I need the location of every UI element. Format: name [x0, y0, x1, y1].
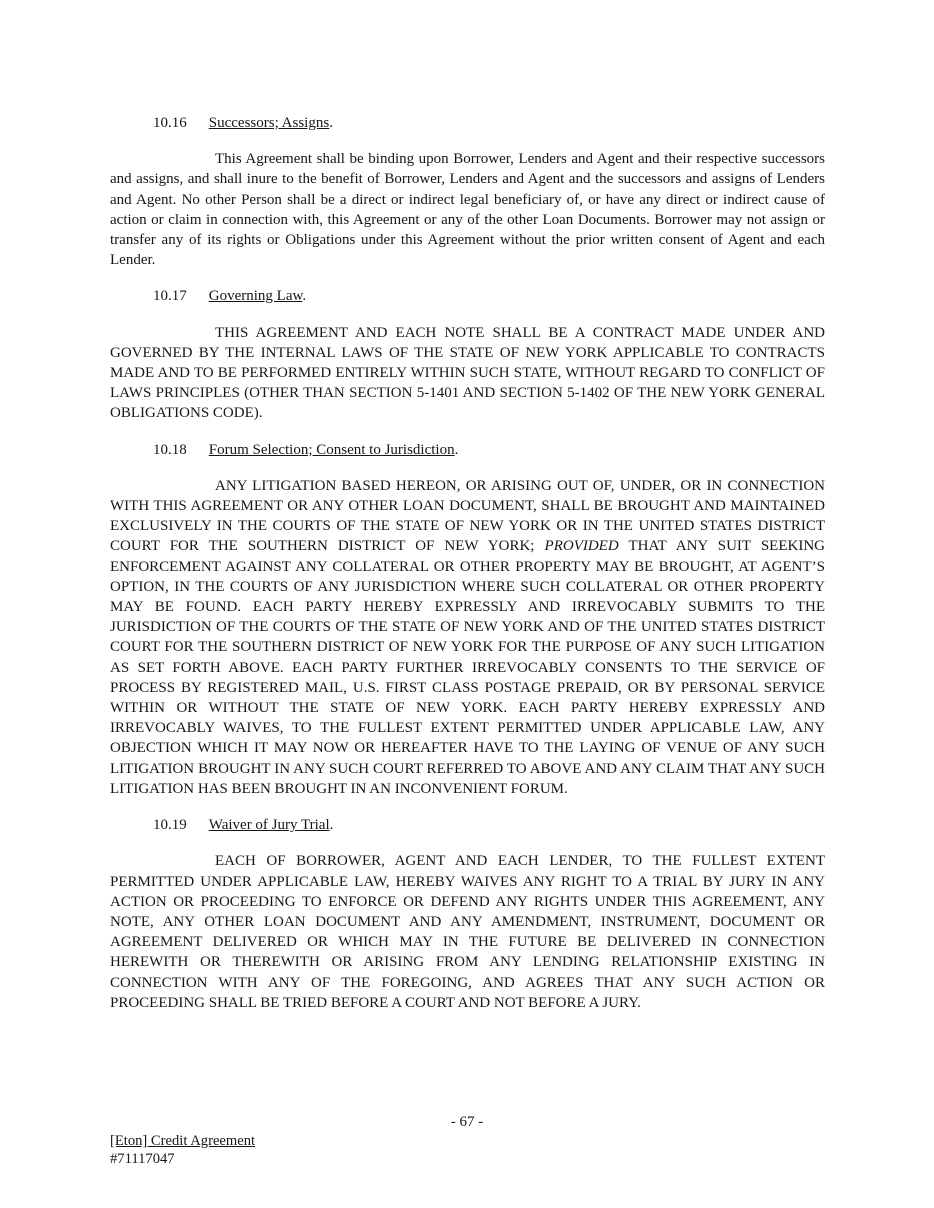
section-number: 10.16 [153, 115, 187, 131]
section-title: Waiver of Jury Trial [208, 817, 330, 834]
section-title-period: . [454, 441, 459, 458]
section-10-16-paragraph: This Agreement shall be binding upon Borrower, Lenders and Agent and their respective successors and assigns, and shall inure to the benefit of Borrower, Lenders and Agent and the successors and assigns of Lenders and Agent. No other Person shall be a direct or indirect legal beneficiary of, or have any direct or indirect cause of action or claim in connection with, this Agreement or any of the other Loan Documents. Borrower may not assign or transfer any of its rights or Obligations under this Agreement without the prior written consent of Agent and each Lender. [110, 151, 825, 269]
section-10-18-paragraph [110, 476, 825, 799]
section-10-17-paragraph: THIS AGREEMENT AND EACH NOTE SHALL BE A CONTRACT MADE UNDER AND GOVERNED BY THE INTERNAL LAWS OF THE STATE OF NEW YORK APPLICABLE TO CONTRACTS MADE AND TO BE PERFORMED ENTIRELY WITHIN SUCH STATE, WITHOUT REGARD TO CONFLICT OF LAWS PRINCIPLES (OTHER THAN SECTION 5-1401 AND SECTION 5-1402 OF THE NEW YORK GENERAL OBLIGATIONS CODE). [110, 324, 825, 422]
section-10-19-paragraph: EACH OF BORROWER, AGENT AND EACH LENDER, TO THE FULLEST EXTENT PERMITTED UNDER APPLICABLE LAW, HEREBY WAIVES ANY RIGHT TO A TRIAL BY JURY IN ANY ACTION OR PROCEEDING TO ENFORCE OR DEFEND ANY RIGHTS UNDER THIS AGREEMENT, ANY NOTE, ANY OTHER LOAN DOCUMENT AND ANY AMENDMENT, INSTRUMENT, DOCUMENT OR AGREEMENT DELIVERED OR WHICH MAY IN THE FUTURE BE DELIVERED IN CONNECTION HEREWITH OR THEREWITH OR ARISING FROM ANY LENDING RELATIONSHIP EXISTING IN CONNECTION WITH ANY OF THE FOREGOING, AND AGREES THAT ANY SUCH ACTION OR PROCEEDING SHALL BE TRIED BEFORE A COURT AND NOT BEFORE A JURY. [110, 853, 825, 1011]
section-title-period: . [329, 817, 334, 834]
section-title: Governing Law [208, 288, 303, 305]
section-number: 10.19 [153, 817, 187, 834]
footer-document-number: #71117047 [110, 1150, 175, 1167]
document-body [110, 97, 825, 1029]
paragraph-text-lead: ANY LITIGATION BASED HEREON, OR ARISING OUT OF, UNDER, OR IN CONNECTION WITH THIS AGREEMENT OR ANY OTHER LOAN DOCUMENT, SHALL BE BROUGHT AND MAINTAINED EXCLUSIVELY IN THE COURTS OF THE STATE OF NEW YORK OR IN THE UNITED STATES DISTRICT COURT FOR THE SOUTHERN DISTRICT OF NEW YORK; [110, 477, 825, 555]
section-heading-10-16 [110, 113, 825, 133]
section-heading-10-18 [110, 440, 825, 460]
section-title-period: . [302, 288, 307, 305]
section-title: Forum Selection; Consent to Jurisdiction [208, 441, 455, 458]
section-title: Successors; Assigns [208, 115, 330, 131]
section-number: 10.17 [153, 288, 187, 305]
section-number: 10.18 [153, 441, 187, 458]
section-heading-10-17 [110, 286, 825, 306]
footer-document-name: [Eton] Credit Agreement [110, 1133, 256, 1149]
section-heading-10-19 [110, 815, 825, 835]
page-number: - 67 - [450, 1114, 484, 1130]
section-title-period: . [329, 115, 333, 131]
document-footer [110, 1133, 255, 1168]
paragraph-text-italic-provided: PROVIDED [544, 538, 619, 555]
paragraph-text-rest: THAT ANY SUIT SEEKING ENFORCEMENT AGAINST ANY COLLATERAL OR OTHER PROPERTY MAY BE BROUGHT, AT AGENT’S OPTION, IN THE COURTS OF ANY JURISDICTION WHERE SUCH COLLATERAL OR OTHER PROPERTY MAY BE FOUND. EACH PARTY HEREBY EXPRESSLY AND IRREVOCABLY SUBMITS TO THE JURISDICTION OF THE COURTS OF THE STATE OF NEW YORK AND OF THE UNITED STATES DISTRICT COURT FOR THE SOUTHERN DISTRICT OF NEW YORK FOR THE PURPOSE OF ANY SUCH LITIGATION AS SET FORTH ABOVE. EACH PARTY FURTHER IRREVOCABLY CONSENTS TO THE SERVICE OF PROCESS BY REGISTERED MAIL, U.S. FIRST CLASS POSTAGE PREPAID, OR BY PERSONAL SERVICE WITHIN OR WITHOUT THE STATE OF NEW YORK. EACH PARTY HEREBY EXPRESSLY AND IRREVOCABLY WAIVES, TO THE FULLEST EXTENT PERMITTED UNDER APPLICABLE LAW, ANY OBJECTION WHICH IT MAY NOW OR HEREAFTER HAVE TO THE LAYING OF VENUE OF ANY SUCH LITIGATION BROUGHT IN ANY SUCH COURT REFERRED TO ABOVE AND ANY CLAIM THAT ANY SUCH LITIGATION HAS BEEN BROUGHT IN AN INCONVENIENT FORUM. [110, 538, 826, 797]
